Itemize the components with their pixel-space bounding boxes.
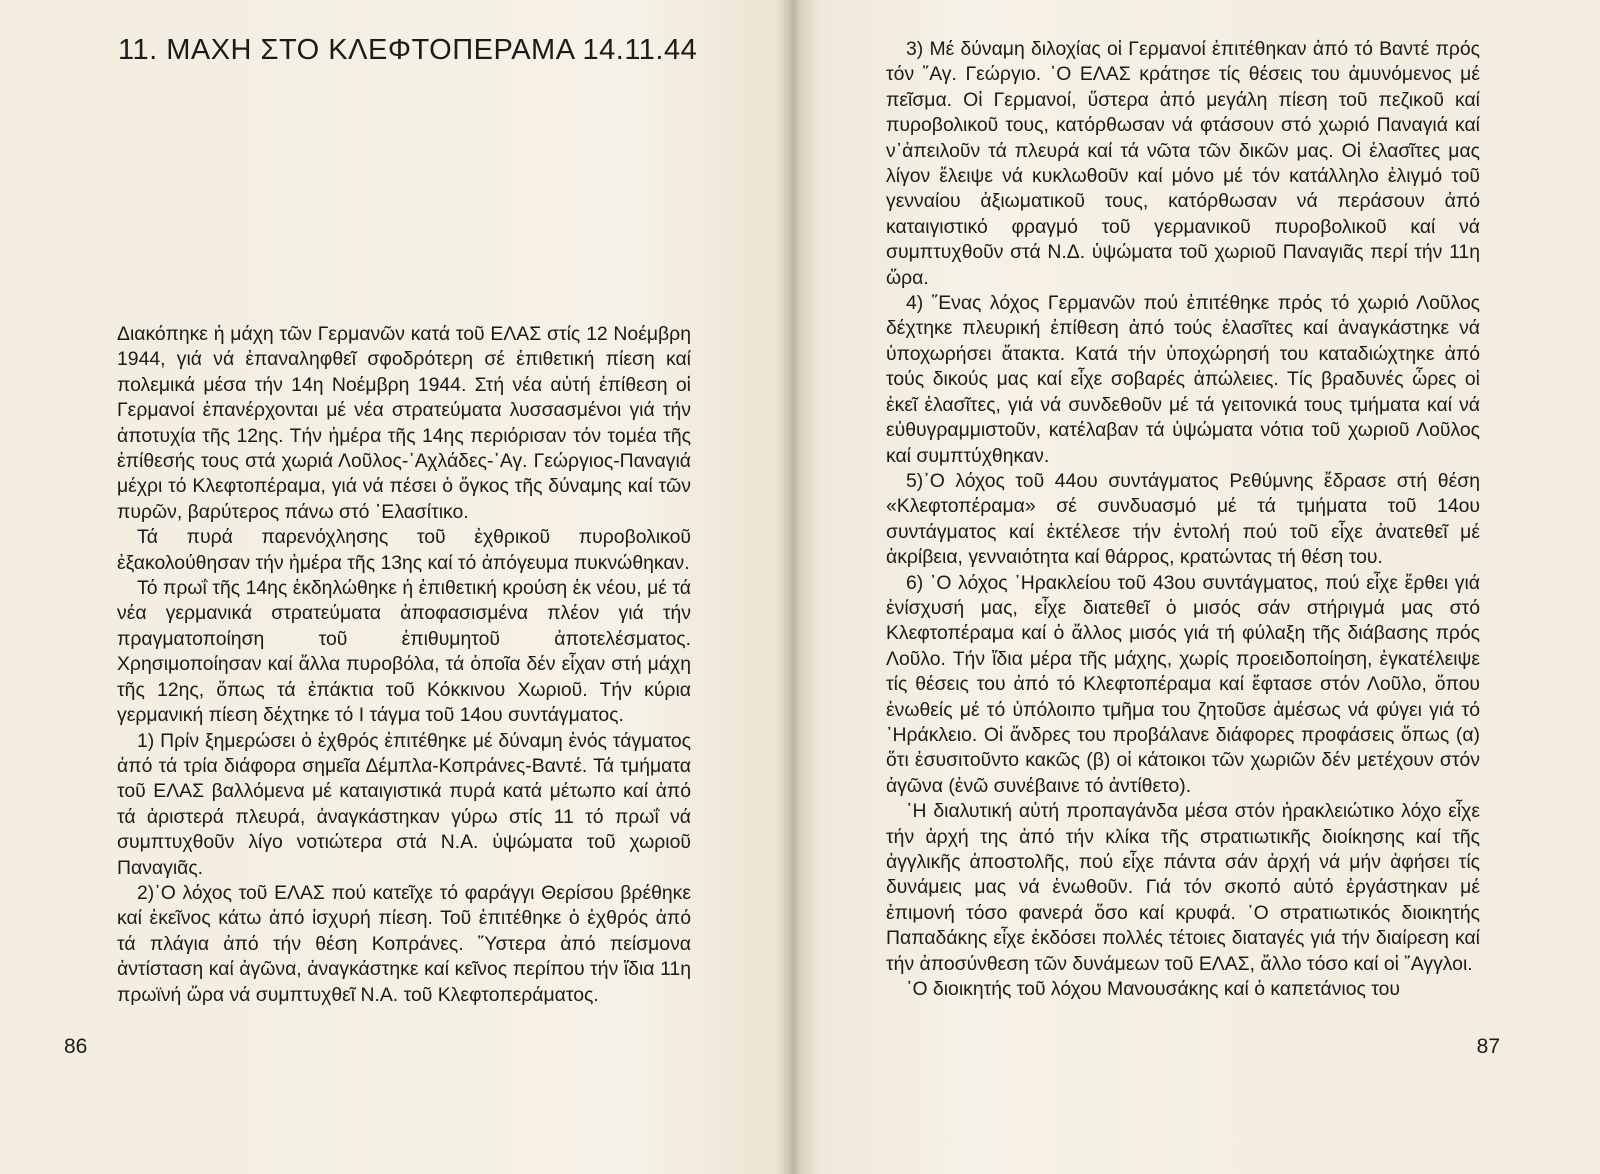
paragraph: ᾿Ο διοικητής τοῦ λόχου Μανουσάκης καί ὁ καπετάνιος του xyxy=(906,978,1400,1001)
paragraph: 4) ῞Ενας λόχος Γερμανῶν πού ἐπιτέθηκε πρός τό χωριό Λοῦλος δέχτηκε πλευρική ἐπίθεση ἀπό τούς ἐλασῖτες καί ἀναγκάστηκε νά ὑποχωρήσει ἄτακτα. Κατά τήν ὑποχώρησή του καταδιώχτηκε ἀπό τούς δικούς μας καί εἶχε σοβαρές ἀπώλειες. Τίς βραδυνές ὧρες οἱ ἐκεῖ ἐλασῖτες, γιά νά συνδεθοῦν μέ τά γειτονικά τους τμήματα καί νά εὐθυγραμμιστοῦν, κατέλαβαν τά ὑψώματα νότια τοῦ χωριοῦ Λοῦλος καί συμπτύχθηκαν. xyxy=(886,292,1480,467)
paragraph: ᾿Η διαλυτική αὐτή προπαγάνδα μέσα στόν ἡρακλειώτικο λόχο εἶχε τήν ἀρχή της ἀπό τήν κλίκα τῆς στρατιωτικῆς διοίκησης καί τῆς ἀγγλικῆς ἀποστολῆς, πού εἶχε πάντα σάν ἀρχή νά μήν ἀφήσει τίς δυνάμεις μας νά ἑνωθοῦν. Γιά τόν σκοπό αὐτό ἐργάστηκαν μέ ἐπιμονή τόσο φανερά ὅσο καί κρυφά. ᾿Ο στρατιωτικός διοικητής Παπαδάκης εἶχε ἐκδόσει πολλές τέτοιες διαταγές γιά τήν διαίρεση καί τήν ἀποσύνθεση τῶν δυνάμεων τοῦ ΕΛΑΣ, ἄλλο τόσο καί οἱ ῎Αγγλοι. xyxy=(886,800,1480,975)
right-page-body xyxy=(886,37,1480,1002)
page-number-right: 87 xyxy=(1476,1035,1500,1058)
left-page-body xyxy=(117,322,691,1008)
right-page xyxy=(800,0,1600,1174)
chapter-title: 11. ΜΑΧΗ ΣΤΟ ΚΛΕΦΤΟΠΕΡΑΜΑ 14.11.44 xyxy=(118,34,698,66)
paragraph: 6) ᾿Ο λόχος ᾿Ηρακλείου τοῦ 43ου συντάγματος, πού εἶχε ἔρθει γιά ἐνίσχυσή μας, εἶχε διατεθεῖ ὁ μισός σάν στήριγμά μας στό Κλεφτοπέραμα καί ὁ ἄλλος μισός γιά τή φύλαξη τῆς διάβασης πρός Λοῦλο. Τήν ἴδια μέρα τῆς μάχης, χωρίς προειδοποίηση, ἐγκατέλειψε τίς θέσεις του ἀπό τό Κλεφτοπέραμα καί ἔφτασε στόν Λοῦλο, ὅπου ἑνωθείς μέ τό ὑπόλοιπο τμῆμα του ζητοῦσε ἀμέσως νά φύγει γιά τό ᾿Ηράκλειο. Οἱ ἄνδρες του προβάλανε διάφορες προφάσεις ὅπως (α) ὅτι ἐσυσιτοῦντο κακῶς (β) οἱ κάτοικοι τῶν χωριῶν δέν μετέχουν στόν ἀγῶνα (ἐνῶ συνέβαινε τό ἀντίθετο). xyxy=(886,571,1480,797)
page-number-left: 86 xyxy=(64,1035,88,1058)
paragraph: Τό πρωΐ τῆς 14ης ἐκδηλώθηκε ἡ ἐπιθετική κρούση ἐκ νέου, μέ τά νέα γερμανικά στρατεύματα ἀποφασισμένα πλέον γιά τήν πραγματοποίηση τοῦ ἐπιθυμητοῦ ἀποτελέσματος. Χρησιμοποίησαν καί ἄλλα πυροβόλα, τά ὁποῖα δέν εἶχαν στή μάχη τῆς 12ης, ὅπως τά ἐπάκτια τοῦ Κόκκινου Χωριοῦ. Τήν κύρια γερμανική πίεση δέχτηκε τό Ι τάγμα τοῦ 14ου συντάγματος. xyxy=(117,577,691,727)
paragraph: 2)᾿Ο λόχος τοῦ ΕΛΑΣ πού κατεῖχε τό φαράγγι Θερίσου βρέθηκε καί ἐκεῖνος κάτω ἀπό ἰσχυρή πίεση. Τοῦ ἐπιτέθηκε ὁ ἐχθρός ἀπό τά πλάγια ἀπό τήν θέση Κοπράνες. ῞Υστερα ἀπό πείσμονα ἀντίσταση καί ἀγῶνα, ἀναγκάστηκε καί κεῖνος περίπου τήν ἴδια 11η πρωϊνή ὥρα νά συμπτυχθεῖ Ν.Α. τοῦ Κλεφτοπεράματος. xyxy=(117,881,691,1006)
left-page xyxy=(0,0,790,1174)
paragraph: Τά πυρά παρενόχλησης τοῦ ἐχθρικοῦ πυροβολικοῦ ἐξακολούθησαν τήν ἡμέρα τῆς 13ης καί τό ἀπόγευμα πυκνώθηκαν. xyxy=(117,526,691,574)
paragraph: 3) Μέ δύναμη διλοχίας οἱ Γερμανοί ἐπιτέθηκαν ἀπό τό Βαντέ πρός τόν ῞Αγ. Γεώργιο. ᾿Ο ΕΛΑΣ κράτησε τίς θέσεις του ἀμυνόμενος μέ πεῖσμα. Οἱ Γερμανοί, ὕστερα ἀπό μεγάλη πίεση τοῦ πεζικοῦ καί πυροβολικοῦ τους, κατόρθωσαν νά φτάσουν στό χωριό Παναγιά καί ν᾿ἀπειλοῦν τά πλευρά καί τά νῶτα τῶν δικῶν μας. Οἱ ἐλασῖτες μας λίγον ἔλειψε νά κυκλωθοῦν καί μόνο μέ τόν κατάλληλο ἐλιγμό τοῦ γενναίου ἀξιωματικοῦ τους, κατόρθωσαν νά περάσουν ἀπό καταιγιστικό φραγμό τοῦ γερμανικοῦ πυροβολικοῦ καί νά συμπτυχθοῦν στά Ν.Δ. ὑψώματα τοῦ χωριοῦ Παναγιᾶς περί τήν 11η ὥρα. xyxy=(886,38,1480,289)
paragraph: 1) Πρίν ξημερώσει ὁ ἐχθρός ἐπιτέθηκε μέ δύναμη ἑνός τάγματος ἀπό τά τρία διάφορα σημεῖα Δέμπλα-Κοπράνες-Βαντέ. Τά τμήματα τοῦ ΕΛΑΣ βαλλόμενα μέ καταιγιστικά πυρά κατά μέτωπο καί ἀπό τά ἀριστερά πλευρά, ἀναγκάστηκαν γύρω στίς 11 τό πρωΐ νά συμπτυχθοῦν λίγο νοτιώτερα στά Ν.Α. ὑψώματα τοῦ χωριοῦ Παναγιᾶς. xyxy=(117,729,691,879)
paragraph: 5)᾿Ο λόχος τοῦ 44ου συντάγματος Ρεθύμνης ἔδρασε στή θέση «Κλεφτοπέραμα» σέ συνδυασμό μέ τά τμήματα τοῦ 14ου συντάγματος καί ἐκτέλεσε τήν ἐντολή πού τοῦ εἶχε ἀνατεθεῖ μέ ἀκρίβεια, γενναιότητα καί θάρρος, κρατώντας τή θέση του. xyxy=(886,469,1480,569)
paragraph: Διακόπηκε ἡ μάχη τῶν Γερμανῶν κατά τοῦ ΕΛΑΣ στίς 12 Νοέμβρη 1944, γιά νά ἐπαναληφθεῖ σφοδρότερη σέ ἐπιθετική πίεση καί πολεμικά μέσα τήν 14η Νοέμβρη 1944. Στή νέα αὐτή ἐπίθεση οἱ Γερμανοί ἐπανέρχονται μέ νέα στρατεύματα λυσσασμένοι γιά τήν ἀποτυχία τῆς 12ης. Τήν ἡμέρα τῆς 14ης περιόρισαν τόν τομέα τῆς ἐπίθεσής τους στά χωριά Λοῦλος-᾿Αχλάδες-᾿Αγ. Γεώργιος-Παναγιά μέχρι τό Κλεφτοπέραμα, γιά νά πέσει ὁ ὄγκος τῆς δύναμης καί τῶν πυρῶν, βαρύτερος πάνω στό ᾿Ελασίτικο. xyxy=(117,323,691,523)
